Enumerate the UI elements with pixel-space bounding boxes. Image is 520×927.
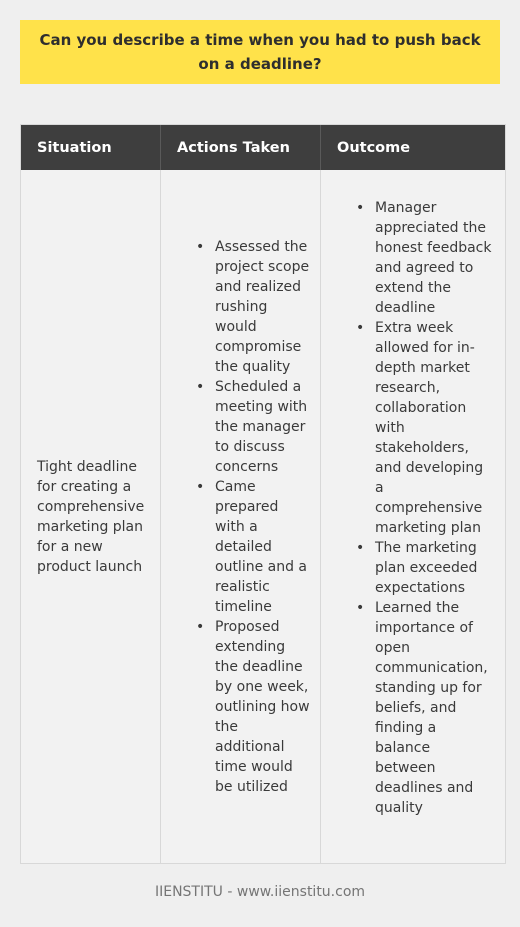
outcome-item: • The marketing plan exceeded expectations — [375, 538, 495, 598]
actions-cell — [161, 170, 321, 863]
actions-list — [169, 237, 310, 797]
outcome-cell — [321, 170, 505, 863]
table-header-row — [21, 125, 505, 170]
header-actions-taken: Actions Taken — [161, 125, 321, 170]
outcome-list — [329, 198, 495, 818]
question-banner — [20, 20, 500, 84]
question-text: Can you describe a time when you had to push back on a deadline? — [39, 31, 481, 73]
situation-text: Tight deadline for creating a comprehensive marketing plan for a new product launch — [37, 458, 145, 575]
situation-cell — [21, 170, 161, 863]
action-item: • Scheduled a meeting with the manager to discuss concerns — [215, 377, 310, 477]
header-situation: Situation — [21, 125, 161, 170]
table-row — [21, 170, 505, 863]
outcome-item: • Learned the importance of open communication, standing up for beliefs, and finding a balance between deadlines and quality — [375, 598, 495, 818]
footer-credit: IIENSTITU - www.iienstitu.com — [154, 884, 366, 900]
action-item: • Assessed the project scope and realized rushing would compromise the quality — [215, 237, 310, 377]
action-item: • Came prepared with a detailed outline and a realistic timeline — [215, 477, 310, 617]
header-outcome: Outcome — [337, 139, 411, 156]
outcome-item: • Extra week allowed for in-depth market research, collaboration with stakeholders, and developing a comprehensive marketing plan — [375, 318, 495, 538]
outcome-item: • Manager appreciated the honest feedback and agreed to extend the deadline — [375, 198, 495, 318]
action-item: • Proposed extending the deadline by one week, outlining how the additional time would be utilized — [215, 617, 310, 797]
answer-table — [20, 124, 506, 864]
